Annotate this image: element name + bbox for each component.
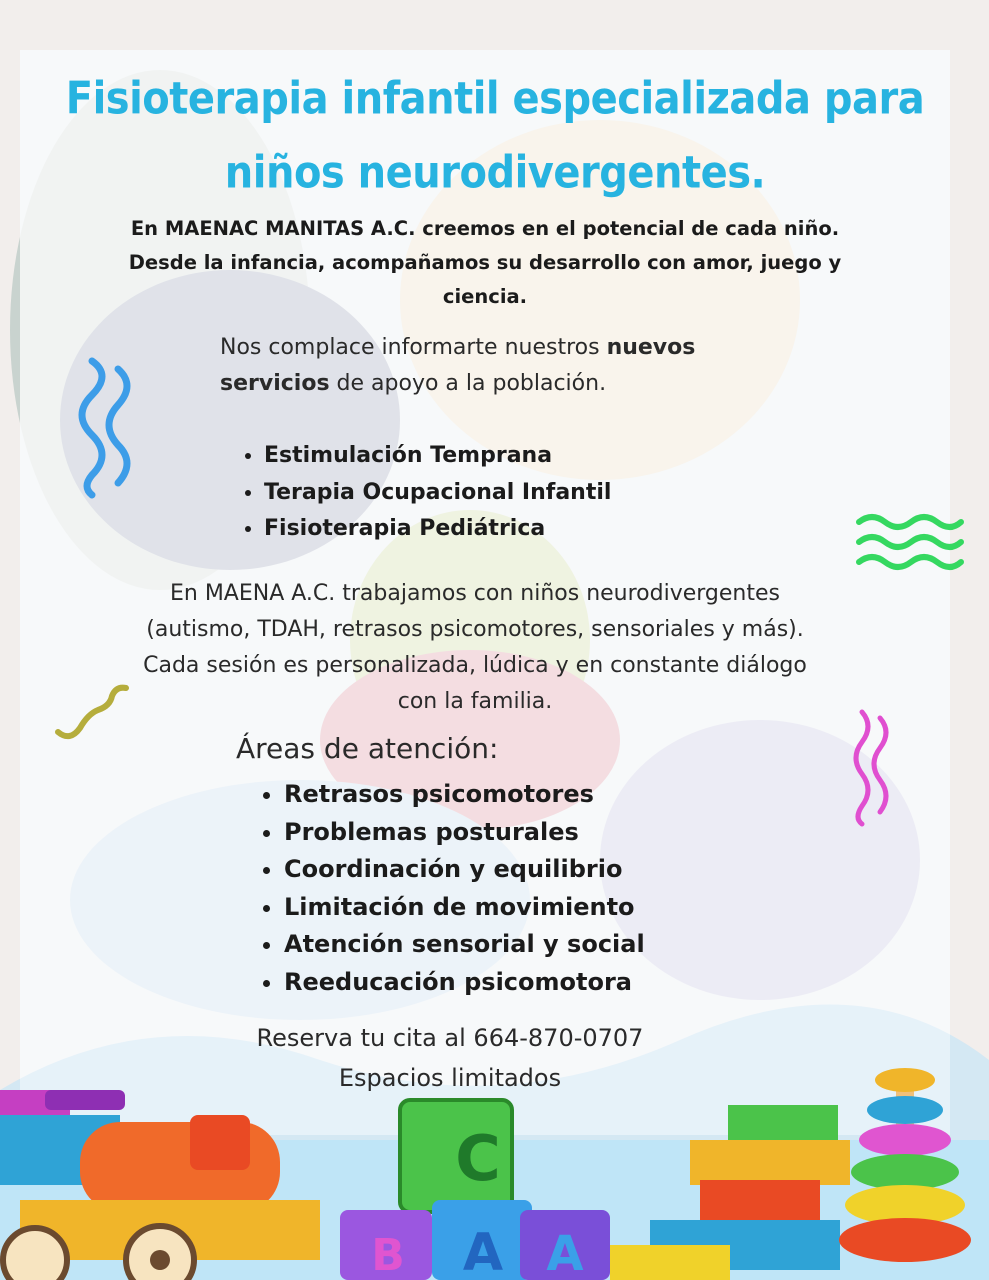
- description-line-4: con la familia.: [397, 689, 553, 714]
- page-title-line-1: Fisioterapia infantil especializada para: [65, 73, 925, 125]
- intro-line-2: Desde la infancia, acompañamos su desarrollo con amor, juego y: [128, 251, 842, 274]
- intro-text: [60, 212, 910, 314]
- notice-bold-1: nuevos: [606, 335, 696, 360]
- services-notice: [220, 330, 840, 402]
- block-letter-b: B: [371, 1230, 405, 1280]
- booking-phone: Reserva tu cita al 664-870-0707: [256, 1024, 644, 1052]
- green-wave-icon: [855, 510, 965, 572]
- page-title-line-2: niños neurodivergentes.: [224, 147, 766, 199]
- intro-line-1: En MAENAC MANITAS A.C. creemos en el potencial de cada niño.: [130, 217, 840, 240]
- description-line-2: (autismo, TDAH, retrasos psicomotores, sensoriales y más).: [146, 617, 804, 642]
- description-line-1: En MAENA A.C. trabajamos con niños neurodivergentes: [169, 581, 781, 606]
- intro-line-3: ciencia.: [442, 285, 528, 308]
- notice-text-1: Nos complace informarte nuestros: [220, 335, 607, 360]
- booking-note: Espacios limitados: [338, 1064, 562, 1092]
- description-line-3: Cada sesión es personalizada, lúdica y en constante diálogo: [143, 653, 807, 678]
- toys-illustration: [0, 1060, 989, 1280]
- list-item: • Terapia Ocupacional Infantil: [264, 475, 611, 512]
- block-letter-a2: A: [546, 1226, 584, 1280]
- list-item: • Limitación de movimiento: [284, 889, 645, 927]
- notice-text-2: de apoyo a la población.: [329, 371, 607, 396]
- block-letter-a1: A: [462, 1223, 504, 1280]
- list-item: • Fisioterapia Pediátrica: [264, 511, 611, 548]
- blue-squiggle-icon: [78, 355, 138, 500]
- areas-heading: Áreas de atención:: [236, 732, 499, 765]
- services-list: [238, 438, 611, 548]
- block-letter-c: C: [455, 1122, 501, 1195]
- ring-stacker-icon: [839, 1068, 971, 1262]
- description-text: [60, 576, 890, 720]
- list-item: • Atención sensorial y social: [284, 926, 645, 964]
- pink-squiggle-icon: [852, 708, 894, 828]
- list-item: • Problemas posturales: [284, 814, 645, 852]
- notice-bold-2: servicios: [220, 371, 330, 396]
- list-item: • Retrasos psicomotores: [284, 776, 645, 814]
- list-item: • Coordinación y equilibrio: [284, 851, 645, 889]
- toy-train-icon: [0, 1090, 320, 1280]
- list-item: • Estimulación Temprana: [264, 438, 611, 475]
- olive-squiggle-icon: [52, 680, 132, 742]
- list-item: • Reeducación psicomotora: [284, 964, 645, 1002]
- areas-list: [258, 776, 645, 1001]
- lego-bricks-icon: [610, 1105, 850, 1280]
